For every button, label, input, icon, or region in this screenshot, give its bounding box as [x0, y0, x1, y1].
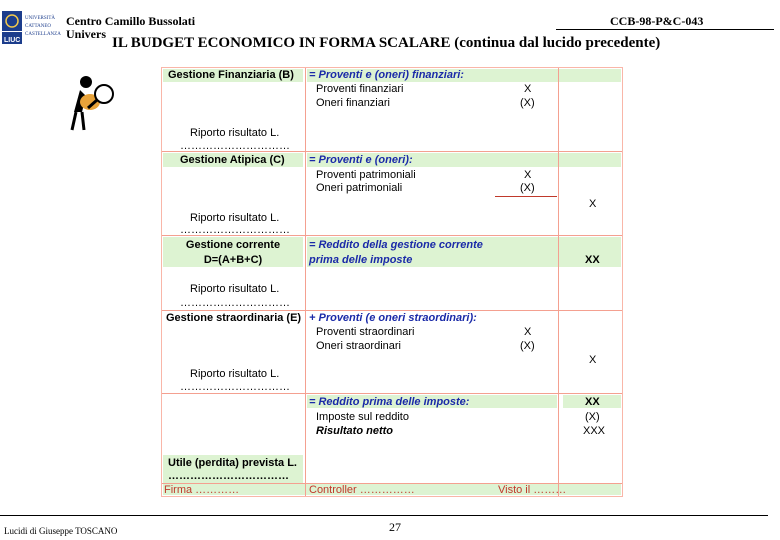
- svg-text:UNIVERSITÀ: UNIVERSITÀ: [25, 16, 55, 21]
- footer-rule: [0, 515, 768, 516]
- section-e-val2: (X): [520, 340, 535, 352]
- section-e-item2: Oneri straordinari: [316, 340, 401, 352]
- section-b-item1: Proventi finanziari: [316, 83, 404, 95]
- riporto-2-dots: …………………………: [180, 224, 290, 236]
- page-number: 27: [389, 520, 401, 534]
- document-code: CCB-98-P&C-043: [610, 14, 704, 28]
- section-b-item2: Oneri finanziari: [316, 97, 390, 109]
- section-d-label-2: D=(A+B+C): [203, 254, 263, 266]
- organization-name-cont: Univers: [66, 27, 106, 41]
- section-d-label-1: Gestione corrente: [185, 239, 281, 251]
- utile-dots: ……………………………: [168, 470, 289, 482]
- column-divider-2: [558, 68, 559, 496]
- section-c-item2: Oneri patrimoniali: [316, 182, 403, 194]
- page-title: IL BUDGET ECONOMICO IN FORMA SCALARE (continua dal lucido precedente): [112, 35, 661, 51]
- section-b-label: Gestione Finanziaria (B): [168, 69, 294, 81]
- section-f-val1: (X): [585, 411, 600, 423]
- controller-field: Controller ……………: [309, 484, 415, 496]
- footer-author: Lucidi di Giuseppe TOSCANO: [4, 526, 118, 536]
- section-c-val1: X: [524, 169, 532, 181]
- section-f-val2: XXX: [583, 425, 606, 437]
- section-c-label: Gestione Atipica (C): [180, 154, 285, 166]
- riporto-2: Riporto risultato L.: [190, 212, 280, 224]
- section-c-title: = Proventi e (oneri):: [309, 154, 413, 166]
- visto-field: Visto il ………: [498, 484, 567, 496]
- section-d-title-1: = Reddito della gestione corrente: [309, 239, 483, 251]
- section-e-item1: Proventi straordinari: [316, 326, 415, 338]
- section-d-total: XX: [585, 254, 600, 266]
- section-f-title: = Reddito prima delle imposte:: [309, 396, 470, 408]
- section-f-item2: Risultato netto: [316, 425, 393, 437]
- section-e-title: + Proventi (e oneri straordinari):: [309, 312, 477, 324]
- section-c-item1: Proventi patrimoniali: [316, 169, 416, 181]
- section-f-total: XX: [585, 396, 600, 408]
- section-d-title-2: prima delle imposte: [309, 254, 413, 266]
- section-c-total: X: [589, 198, 597, 210]
- riporto-3-dots: …………………………: [180, 297, 290, 309]
- section-b-val1: X: [524, 83, 532, 95]
- svg-text:LIUC: LIUC: [4, 37, 21, 44]
- riporto-3: Riporto risultato L.: [190, 283, 280, 295]
- organization-name: Centro Camillo Bussolati: [66, 14, 196, 28]
- riporto-4: Riporto risultato L.: [190, 368, 280, 380]
- firma-field: Firma …………: [164, 484, 240, 496]
- svg-text:CATTANEO: CATTANEO: [25, 24, 51, 29]
- liuc-logo: [2, 11, 64, 45]
- section-e-total: X: [589, 354, 597, 366]
- section-c-val2: (X): [520, 182, 535, 194]
- section-e-label: Gestione straordinaria (E): [166, 312, 302, 324]
- row-divider-3: [162, 310, 622, 311]
- riporto-1-dots: …………………………: [180, 140, 290, 152]
- magnifier-figure-icon: [64, 72, 124, 134]
- riporto-4-dots: …………………………: [180, 381, 290, 393]
- section-e-val1: X: [524, 326, 532, 338]
- column-divider-1: [305, 68, 306, 496]
- riporto-1: Riporto risultato L.: [190, 127, 280, 139]
- section-b-val2: (X): [520, 97, 535, 109]
- svg-text:CASTELLANZA: CASTELLANZA: [25, 32, 61, 37]
- utile-label: Utile (perdita) prevista L.: [168, 457, 297, 469]
- section-b-title: = Proventi e (oneri) finanziari:: [309, 69, 464, 81]
- section-f-item1: Imposte sul reddito: [316, 411, 409, 423]
- subtotal-underline: [495, 196, 557, 197]
- header-rule: [556, 29, 774, 30]
